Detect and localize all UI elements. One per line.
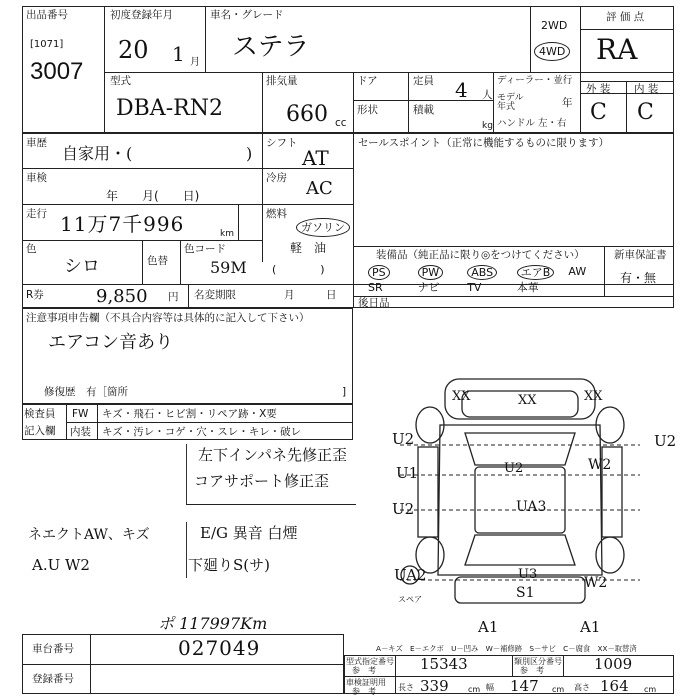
color-code-label: 色コード (184, 243, 226, 255)
color-code-value: 59M (210, 258, 247, 277)
first-reg-month: 1 (172, 42, 185, 66)
first-reg-year: 20 (118, 36, 149, 64)
height-label: 高さ (574, 683, 590, 692)
repair-label: 修復歴 有［箇所 (44, 386, 128, 398)
equip-label: 装備品（純正品に限り◎をつけてください） (376, 249, 585, 261)
usage-value: 自家用・( (62, 144, 133, 163)
height-unit: cm (644, 685, 657, 694)
ref-label-1: 参 考 (352, 666, 376, 675)
interior-label: 内 装 (634, 83, 659, 95)
car-name: ステラ (232, 32, 310, 62)
fw-items: キズ・飛石・ヒビ割・リペア跡・X要 (102, 408, 277, 420)
chassis-label: 車台番号 (32, 643, 74, 655)
color-value: シロ (64, 256, 100, 277)
inspector-label1: 検査員 (24, 408, 56, 420)
mark-ua2: UA2 (394, 566, 427, 584)
dealer-label: ディーラー・並行 (497, 75, 573, 86)
mileage-value: 11万7千996 (60, 212, 185, 236)
mark-a1-left: A1 (478, 618, 499, 636)
model-year-label: モデル年式 (497, 93, 524, 112)
spare-label: スペア (398, 595, 422, 604)
recycle-value: 9,850 (96, 286, 148, 307)
seats-unit: 人 (482, 89, 493, 101)
ref-label-3: 参 考 (352, 687, 376, 696)
fuel-gasoline: ガソリン (296, 218, 350, 237)
usage-close: ) (246, 144, 253, 163)
mark-xx-front-left: XX (452, 389, 471, 404)
comment-1: 左下インパネ先修正歪 (198, 446, 347, 464)
model-year-unit: 年 (562, 97, 573, 109)
fuel-diesel: 軽 油 (290, 241, 327, 255)
comment-2: コアサポート修正歪 (194, 472, 330, 490)
equip-item-SR: SR (368, 281, 383, 294)
usage-label: 車歴 (26, 137, 47, 149)
color-change-label: 色替 (147, 255, 168, 267)
category-label: 類別区分番号 (514, 657, 562, 666)
equip-item-PS: PS (368, 265, 390, 280)
color-label: 色 (26, 243, 37, 255)
rating-value: RA (596, 33, 638, 66)
notes-label: 注意事項申告欄（不具合内容等は具体的に記入して下さい） (26, 312, 310, 324)
category-value: 1009 (594, 655, 633, 673)
type-designation-label: 型式指定番号 (346, 657, 394, 666)
seats-value: 4 (455, 78, 468, 102)
mark-s1: S1 (516, 585, 535, 601)
equip-item-エアB: エアB (517, 265, 555, 280)
comment-box-lower (186, 522, 188, 578)
displacement-value: 660 (286, 102, 328, 127)
exterior-grade: C (590, 100, 607, 125)
drive-2wd: 2WD (541, 19, 568, 32)
post-label: 後日品 (358, 297, 390, 309)
drive-4wd: 4WD (534, 42, 570, 61)
handle-label: ハンドル 左・右 (497, 118, 567, 129)
equip-item-ナビ: ナビ (417, 281, 440, 294)
rating-label: 評 価 点 (606, 11, 645, 23)
length-value: 339 (420, 677, 449, 695)
mark-u2-left-top: U2 (392, 430, 415, 448)
mark-u2-left-mid: U2 (392, 500, 415, 518)
repair-close: ] (342, 386, 347, 398)
int-items: キズ・汚レ・コゲ・穴・スレ・キレ・破レ (102, 426, 302, 438)
chassis-number: 027049 (178, 636, 261, 660)
int-label: 内装 (70, 426, 91, 438)
mileage-label: 走行 (26, 208, 47, 220)
mark-u3: U3 (518, 567, 538, 582)
comment-5: E/G 異音 白煙 (200, 524, 298, 542)
first-reg-month-unit: 月 (190, 57, 200, 68)
mark-ua3: UA3 (516, 499, 547, 515)
comment-4: A.U W2 (32, 556, 90, 574)
fuel-label: 燃料 (266, 208, 287, 220)
diagram-legend: A－キズ E－エクボ U－凹み W－補修跡 S－サビ C－腐食 XX－取替済 (376, 644, 637, 653)
comment-box-upper (186, 444, 188, 504)
load-label: 積載 (413, 104, 434, 116)
mark-u1-left: U1 (396, 464, 419, 482)
equip-item-ABS: ABS (467, 265, 497, 280)
displacement-unit: cc (335, 117, 347, 129)
interior-grade: C (637, 100, 654, 125)
width-value: 147 (510, 677, 539, 695)
shift-value: AT (302, 146, 329, 170)
sales-label: セールスポイント（正常に機能するものに限ります） (358, 137, 610, 149)
warranty-value: 有・無 (620, 271, 657, 285)
mark-xx-front-center: XX (518, 393, 537, 408)
recycle-unit: 円 (168, 291, 179, 303)
model-label: 型式 (110, 75, 131, 87)
shift-label: シフト (266, 137, 298, 149)
ref-label-2: 参 考 (520, 666, 544, 675)
mark-w2-right: W2 (588, 457, 612, 473)
recycle-label: R券 (26, 289, 44, 301)
first-reg-label: 初度登録年月 (110, 9, 173, 21)
equip-item-PW: PW (418, 265, 444, 280)
cert-label: 車検証明用 (346, 678, 386, 687)
equip-item-AW: AW (568, 265, 587, 278)
mark-a1-right: A1 (580, 618, 601, 636)
height-value: 164 (600, 677, 629, 695)
mark-w2-rear: W2 (584, 575, 608, 591)
equip-item-TV: TV (467, 281, 482, 294)
comment-6: 下廻りS(サ) (188, 556, 270, 574)
doors-label: ドア (357, 75, 378, 87)
width-unit: cm (552, 685, 565, 694)
rear-right-wheel (596, 537, 624, 573)
comment-3: ネエクトAW、キズ (28, 527, 150, 543)
type-designation-value: 15343 (420, 655, 468, 673)
expiry-label: 名変期限 (194, 289, 236, 301)
mileage-unit: km (220, 229, 234, 239)
car-name-label: 車名・グレード (210, 9, 284, 21)
lot-label: 出品番号 (26, 9, 68, 21)
load-unit: kg (482, 121, 493, 131)
reg-label: 登録番号 (32, 673, 74, 685)
lot-number: 3007 (30, 58, 84, 85)
model-value: DBA-RN2 (116, 96, 223, 121)
fuel-paren: ( ) (272, 263, 325, 276)
shape-label: 形状 (357, 104, 378, 116)
width-label: 幅 (486, 683, 494, 692)
ac-label: 冷房 (266, 172, 287, 184)
equip-row2 (356, 280, 604, 296)
notes-value: エアコン音あり (48, 332, 174, 353)
expiry-value: 月 日 (284, 289, 337, 301)
warranty-label: 新車保証書 (614, 249, 667, 261)
mark-u2-right-top: U2 (654, 432, 677, 450)
left-side-outline (418, 447, 438, 537)
rear-glass-outline (465, 535, 575, 565)
seats-label: 定員 (413, 75, 434, 87)
mark-xx-front-right: XX (584, 389, 603, 404)
lot-sub: [1071] (30, 39, 64, 50)
fw-label: FW (72, 408, 89, 420)
ac-value: AC (306, 178, 333, 199)
length-unit: cm (468, 685, 481, 694)
extra-mileage: ポ 117997Km (158, 614, 268, 633)
length-label: 長さ (398, 683, 414, 692)
equip-row1 (356, 263, 604, 279)
exterior-label: 外 装 (586, 83, 611, 95)
inspection-value: 年 月( 日) (106, 189, 200, 203)
inspector-label2: 記入欄 (24, 425, 56, 437)
mark-u2-center: U2 (504, 461, 524, 476)
inspection-label: 車検 (26, 172, 47, 184)
displacement-label: 排気量 (266, 75, 298, 87)
equip-item-本革: 本革 (516, 281, 539, 294)
